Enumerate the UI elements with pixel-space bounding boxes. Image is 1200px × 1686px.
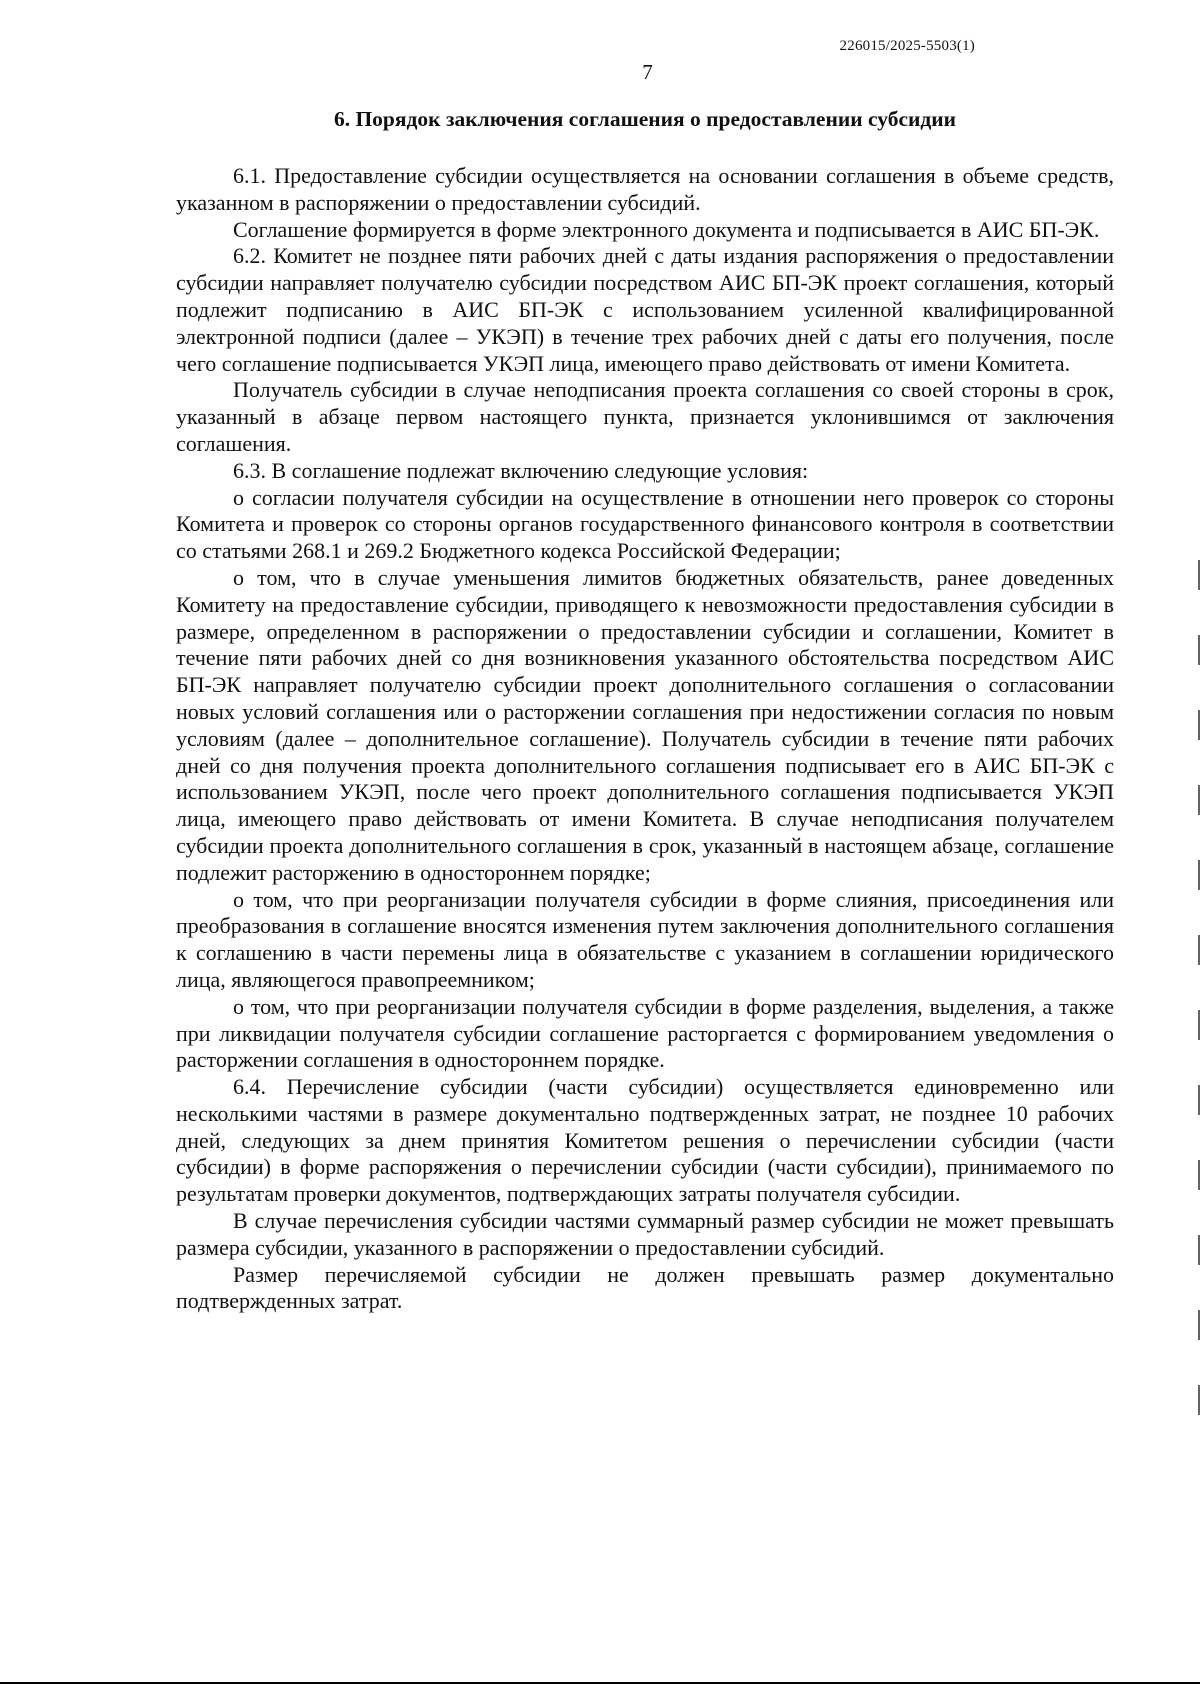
page-number: 7 — [642, 60, 653, 84]
paragraph-reorganization-division: о том, что при реорганизации получателя субсидии в форме разделения, выделения, а также при ликвидации получателя субсидии соглашение расторгается с формированием уведомления о расторжении соглашения в одностороннем порядке. — [176, 993, 1114, 1073]
section-title: 6. Порядок заключения соглашения о предоставлении субсидии — [333, 107, 957, 131]
paragraph-transfer-limit: Размер перечисляемой субсидии не должен превышать размер документально подтвержденных затрат. — [176, 1261, 1114, 1314]
paragraph-6-4: 6.4. Перечисление субсидии (части субсидии) осуществляется единовременно или несколькими частями в размере документально подтвержденных затрат, не позднее 10 рабочих дней, следующих за днем принятия Комитетом решения о перечислении субсидии (части субсидии) в форме распоряжения о перечислении субсидии (части субсидии), принимаемого по результатам проверки документов, подтверждающих затраты получателя субсидии. — [176, 1074, 1114, 1207]
paragraph-agreement-form: Соглашение формируется в форме электронного документа и подписывается в АИС БП-ЭК. — [233, 216, 1100, 242]
document-registration-number: 226015/2025-5503(1) — [839, 38, 975, 54]
paragraph-audit-consent: о согласии получателя субсидии на осуществление в отношении него проверок со стороны Комитета и проверок со стороны органов государственного финансового контроля в соответствии со статьями 268.1 и 269.2 Бюджетного кодекса Российской Федерации; — [176, 484, 1114, 564]
paragraph-reorganization-merger: о том, что при реорганизации получателя субсидии в форме слияния, присоединения или преобразования в соглашение вносятся изменения путем заключения дополнительного соглашения к соглашению в части перемены лица в обязательстве с указанием в соглашении юридического лица, являющегося правопреемником; — [176, 886, 1114, 992]
paragraph-partial-transfer: В случае перечисления субсидии частями суммарный размер субсидии не может превышать размера субсидии, указанного в распоряжении о предоставлении субсидий. — [176, 1208, 1114, 1260]
scan-bottom-edge — [0, 1682, 1200, 1684]
paragraph-limit-reduction: о том, что в случае уменьшения лимитов бюджетных обязательств, ранее доведенных Комитету на предоставление субсидии, приводящего к невозможности предоставления субсидии в размере, определенном в распоряжении о предоставлении субсидии и соглашении, Комитет в течение пяти рабочих дней со дня возникновения указанного обстоятельства посредством АИС БП-ЭК направляет получателю субсидии проект дополнительного соглашения о согласовании новых условий соглашения или о расторжении соглашения при недостижении согласия по новым условиям (далее – дополнительное соглашение). Получатель субсидии в течение пяти рабочих дней со дня получения проекта дополнительного соглашения подписывает его в АИС БП-ЭК с использованием УКЭП, после чего проект дополнительного соглашения подписывается УКЭП лица, имеющего право действовать от имени Комитета. В случае неподписания получателем субсидии проекта дополнительного соглашения в срок, указанный в настоящем абзаце, соглашение подлежит расторжению в одностороннем порядке; — [176, 564, 1114, 885]
paragraph-6-1: 6.1. Предоставление субсидии осуществляется на основании соглашения в объеме средств, указанном в распоряжении о предоставлении субсидий. — [176, 163, 1114, 215]
paragraph-recipient-evasion: Получатель субсидии в случае неподписания проекта соглашения со своей стороны в срок, указанный в абзаце первом настоящего пункта, признается уклонившимся от заключения соглашения. — [176, 377, 1114, 456]
document-body — [176, 103, 1114, 1315]
paragraph-6-3: 6.3. В соглашение подлежат включению следующие условия: — [233, 457, 809, 483]
paragraph-6-2: 6.2. Комитет не позднее пяти рабочих дней с даты издания распоряжения о предоставлении субсидии направляет получателю субсидии посредством АИС БП-ЭК проект соглашения, который подлежит подписанию в АИС БП-ЭК с использованием усиленной квалифицированной электронной подписи (далее – УКЭП) в течение трех рабочих дней с даты его получения, после чего соглашение подписывается УКЭП лица, имеющего право действовать от имени Комитета. — [176, 243, 1114, 376]
